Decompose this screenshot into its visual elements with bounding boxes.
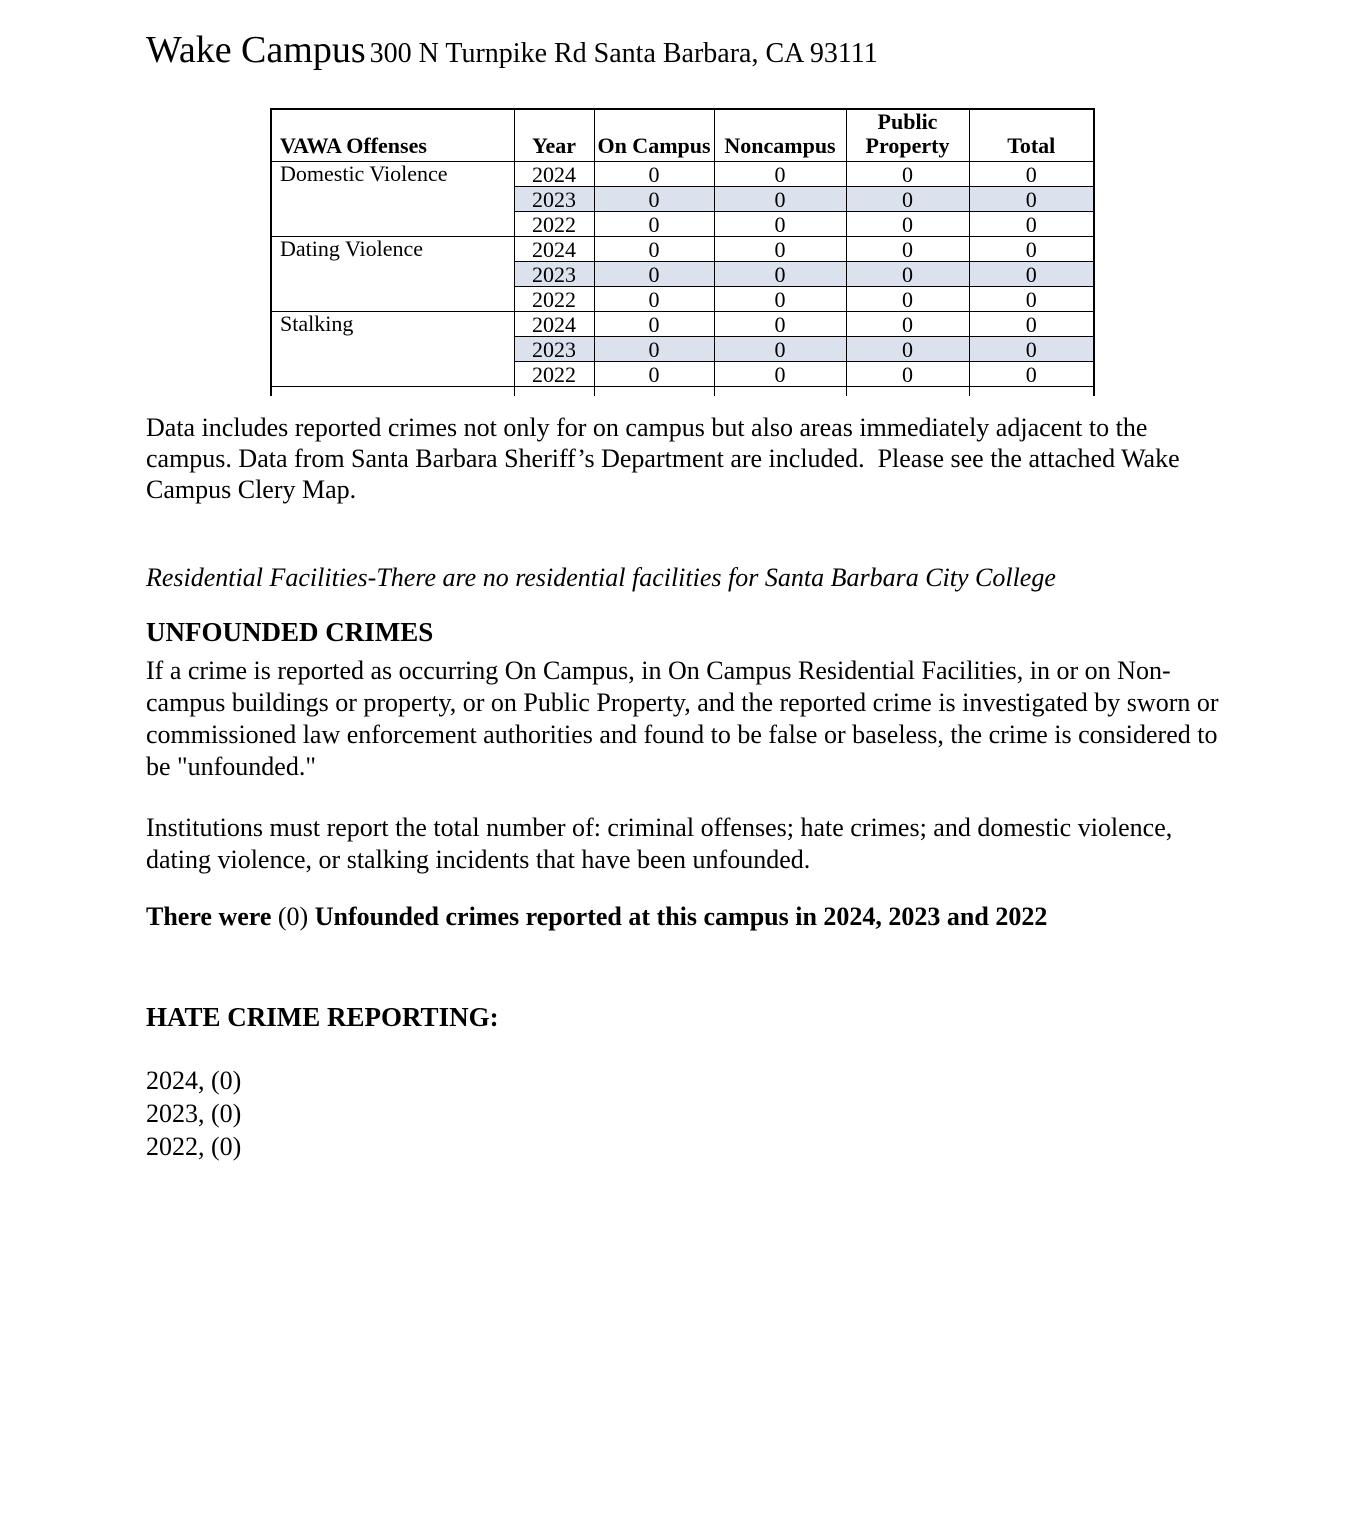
table-sliver-row: [271, 387, 1094, 396]
year-cell: 2024: [514, 162, 594, 187]
total-cell: 0: [969, 212, 1094, 237]
noncampus-cell: 0: [714, 187, 846, 212]
on-campus-cell: 0: [594, 237, 714, 262]
table-row: [271, 162, 1094, 187]
total-cell: 0: [969, 312, 1094, 337]
noncampus-cell: 0: [714, 312, 846, 337]
offense-label: Dating Violence: [271, 237, 514, 312]
hate-crime-year-2022: 2022, (0): [146, 1132, 242, 1161]
data-note-paragraph: Data includes reported crimes not only for on campus but also areas immediately adjacent to the campus. Data from Santa Barbara Sheriff’s Department are included. Please see the attached Wake Campus Clery Map.: [146, 413, 1180, 504]
year-cell: 2023: [514, 187, 594, 212]
total-cell: 0: [969, 337, 1094, 362]
public-property-cell: 0: [846, 337, 969, 362]
year-cell: 2023: [514, 337, 594, 362]
summary-count: (0): [277, 902, 309, 931]
on-campus-cell: 0: [594, 162, 714, 187]
noncampus-cell: 0: [714, 287, 846, 312]
summary-prefix: There were: [146, 902, 278, 931]
on-campus-cell: 0: [594, 287, 714, 312]
unfounded-crimes-heading: UNFOUNDED CRIMES: [146, 617, 434, 647]
unfounded-summary: [146, 902, 1047, 932]
header-vawa-offenses: VAWA Offenses: [271, 109, 514, 162]
year-cell: 2024: [514, 312, 594, 337]
public-property-cell: 0: [846, 362, 969, 387]
table-header-row: [271, 109, 1094, 162]
on-campus-cell: 0: [594, 212, 714, 237]
offense-label: Domestic Violence: [271, 162, 514, 237]
total-cell: 0: [969, 362, 1094, 387]
noncampus-cell: 0: [714, 337, 846, 362]
header-public-property: Public Property: [846, 109, 969, 162]
residential-facilities-note: Residential Facilities-There are no residential facilities for Santa Barbara City College: [146, 563, 1056, 592]
document-header: [146, 28, 878, 72]
table-row: [271, 312, 1094, 337]
hate-crime-year-2023: 2023, (0): [146, 1099, 242, 1128]
header-noncampus: Noncampus: [714, 109, 846, 162]
year-cell: 2022: [514, 212, 594, 237]
public-property-cell: 0: [846, 287, 969, 312]
header-on-campus: On Campus: [594, 109, 714, 162]
total-cell: 0: [969, 162, 1094, 187]
year-cell: 2023: [514, 262, 594, 287]
total-cell: 0: [969, 287, 1094, 312]
year-cell: 2022: [514, 362, 594, 387]
summary-suffix: Unfounded crimes reported at this campus in 2024, 2023 and 2022: [308, 902, 1048, 931]
table-row: [271, 237, 1094, 262]
header-year: Year: [514, 109, 594, 162]
on-campus-cell: 0: [594, 362, 714, 387]
noncampus-cell: 0: [714, 262, 846, 287]
total-cell: 0: [969, 237, 1094, 262]
hate-crime-reporting-heading: HATE CRIME REPORTING:: [146, 1002, 499, 1032]
total-cell: 0: [969, 262, 1094, 287]
public-property-cell: 0: [846, 262, 969, 287]
noncampus-cell: 0: [714, 362, 846, 387]
public-property-cell: 0: [846, 212, 969, 237]
public-property-cell: 0: [846, 162, 969, 187]
campus-address: 300 N Turnpike Rd Santa Barbara, CA 93111: [369, 38, 878, 69]
on-campus-cell: 0: [594, 312, 714, 337]
unfounded-requirement-paragraph: Institutions must report the total number of: criminal offenses; hate crimes; and domestic violence, dating violence, or stalking incidents that have been unfounded.: [146, 813, 1173, 874]
noncampus-cell: 0: [714, 162, 846, 187]
year-cell: 2024: [514, 237, 594, 262]
hate-crime-year-list: [146, 1064, 241, 1163]
offense-label: Stalking: [271, 312, 514, 387]
noncampus-cell: 0: [714, 237, 846, 262]
year-cell: 2022: [514, 287, 594, 312]
on-campus-cell: 0: [594, 187, 714, 212]
hate-crime-year-2024: 2024, (0): [146, 1066, 242, 1095]
on-campus-cell: 0: [594, 262, 714, 287]
public-property-cell: 0: [846, 312, 969, 337]
public-property-cell: 0: [846, 237, 969, 262]
unfounded-definition-paragraph: If a crime is reported as occurring On Campus, in On Campus Residential Facilities, in or on Non-campus buildings or property, or on Public Property, and the reported crime is investigated by sworn or commissioned law enforcement authorities and found to be false or baseless, the crime is considered to be "unfounded.": [146, 656, 1219, 781]
header-total: Total: [969, 109, 1094, 162]
campus-name: Wake Campus: [146, 29, 366, 71]
public-property-cell: 0: [846, 187, 969, 212]
vawa-offenses-table: [270, 108, 1095, 396]
total-cell: 0: [969, 187, 1094, 212]
on-campus-cell: 0: [594, 337, 714, 362]
noncampus-cell: 0: [714, 212, 846, 237]
